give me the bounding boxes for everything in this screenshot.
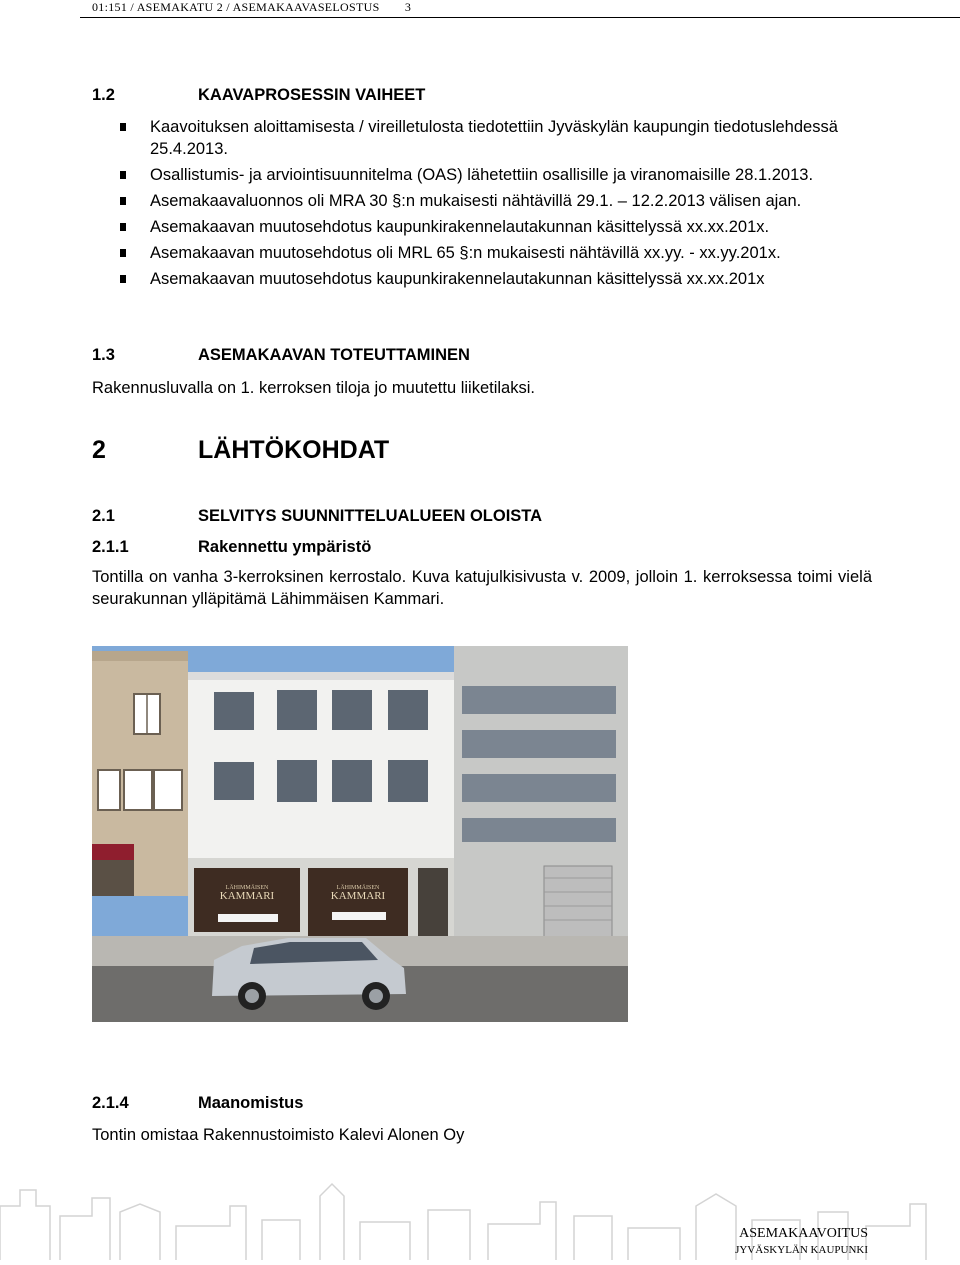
section-2-1-heading xyxy=(92,507,542,526)
section-number: 2.1.4 xyxy=(92,1094,129,1112)
section-title: ASEMAKAAVAN TOTEUTTAMINEN xyxy=(198,346,470,364)
header-rule xyxy=(80,17,960,18)
section-1-2-heading xyxy=(92,86,425,105)
section-1-3-heading xyxy=(92,346,470,365)
list-item: Osallistumis- ja arviointisuunnitelma (OAS) lähetettiin osallisille ja viranomaisille 28.1.2013. xyxy=(120,164,880,186)
list-item: Asemakaavan muutosehdotus kaupunkirakennelautakunnan käsittelyssä xx.xx.201x xyxy=(120,268,880,290)
section-number: 1.2 xyxy=(92,86,115,104)
footer-title: ASEMAKAAVOITUS xyxy=(739,1226,868,1241)
shop-sign-left-top: LÄHIMMÄISEN xyxy=(225,885,269,891)
chapter-number: 2 xyxy=(92,436,106,464)
chapter-2-heading xyxy=(92,436,389,465)
shop-sign-left: KAMMARI xyxy=(219,890,275,902)
section-title: Maanomistus xyxy=(198,1094,304,1112)
building-facade-photo xyxy=(92,646,628,1022)
section-title: KAAVAPROSESSIN VAIHEET xyxy=(198,86,426,104)
list-item: Asemakaavan muutosehdotus oli MRL 65 §:n mukaisesti nähtävillä xx.yy. - xx.yy.201x. xyxy=(120,242,880,264)
footer-subtitle: JYVÄSKYLÄN KAUPUNKI xyxy=(735,1244,868,1256)
page-number: 3 xyxy=(404,0,412,14)
shop-sign-right: KAMMARI xyxy=(330,890,386,902)
section-title: SELVITYS SUUNNITTELUALUEEN OLOISTA xyxy=(198,507,543,525)
list-item: Asemakaavaluonnos oli MRA 30 §:n mukaisesti nähtävillä 29.1. – 12.2.2013 välisen ajan. xyxy=(120,190,880,212)
header-text: 01:151 / ASEMAKATU 2 / ASEMAKAAVASELOSTUS xyxy=(92,0,380,14)
chapter-title: LÄHTÖKOHDAT xyxy=(198,436,390,464)
section-number: 1.3 xyxy=(92,346,115,364)
shop-sign-right-top: LÄHIMMÄISEN xyxy=(336,885,380,891)
list-item: Asemakaavan muutosehdotus kaupunkirakennelautakunnan käsittelyssä xx.xx.201x. xyxy=(120,216,880,238)
section-title: Rakennettu ympäristö xyxy=(198,538,372,556)
page-header xyxy=(92,0,411,16)
process-phase-list xyxy=(120,116,880,294)
list-item: Kaavoituksen aloittamisesta / vireilletulosta tiedotettiin Jyväskylän kaupungin tiedotuslehdessä 25.4.2013. xyxy=(120,116,880,160)
section-2-1-1-text: Tontilla on vanha 3-kerroksinen kerrostalo. Kuva katujulkisivusta v. 2009, jolloin 1. kerroksessa toimi vielä seurakunnan ylläpitämä Lähimmäisen Kammari. xyxy=(92,568,872,608)
section-number: 2.1.1 xyxy=(92,538,129,556)
section-2-1-4-heading xyxy=(92,1094,303,1113)
section-number: 2.1 xyxy=(92,507,115,525)
section-2-1-1-heading xyxy=(92,538,371,557)
section-2-1-4-text: Tontin omistaa Rakennustoimisto Kalevi Alonen Oy xyxy=(92,1126,465,1144)
section-1-3-text: Rakennusluvalla on 1. kerroksen tiloja jo muutettu liiketilaksi. xyxy=(92,379,535,397)
